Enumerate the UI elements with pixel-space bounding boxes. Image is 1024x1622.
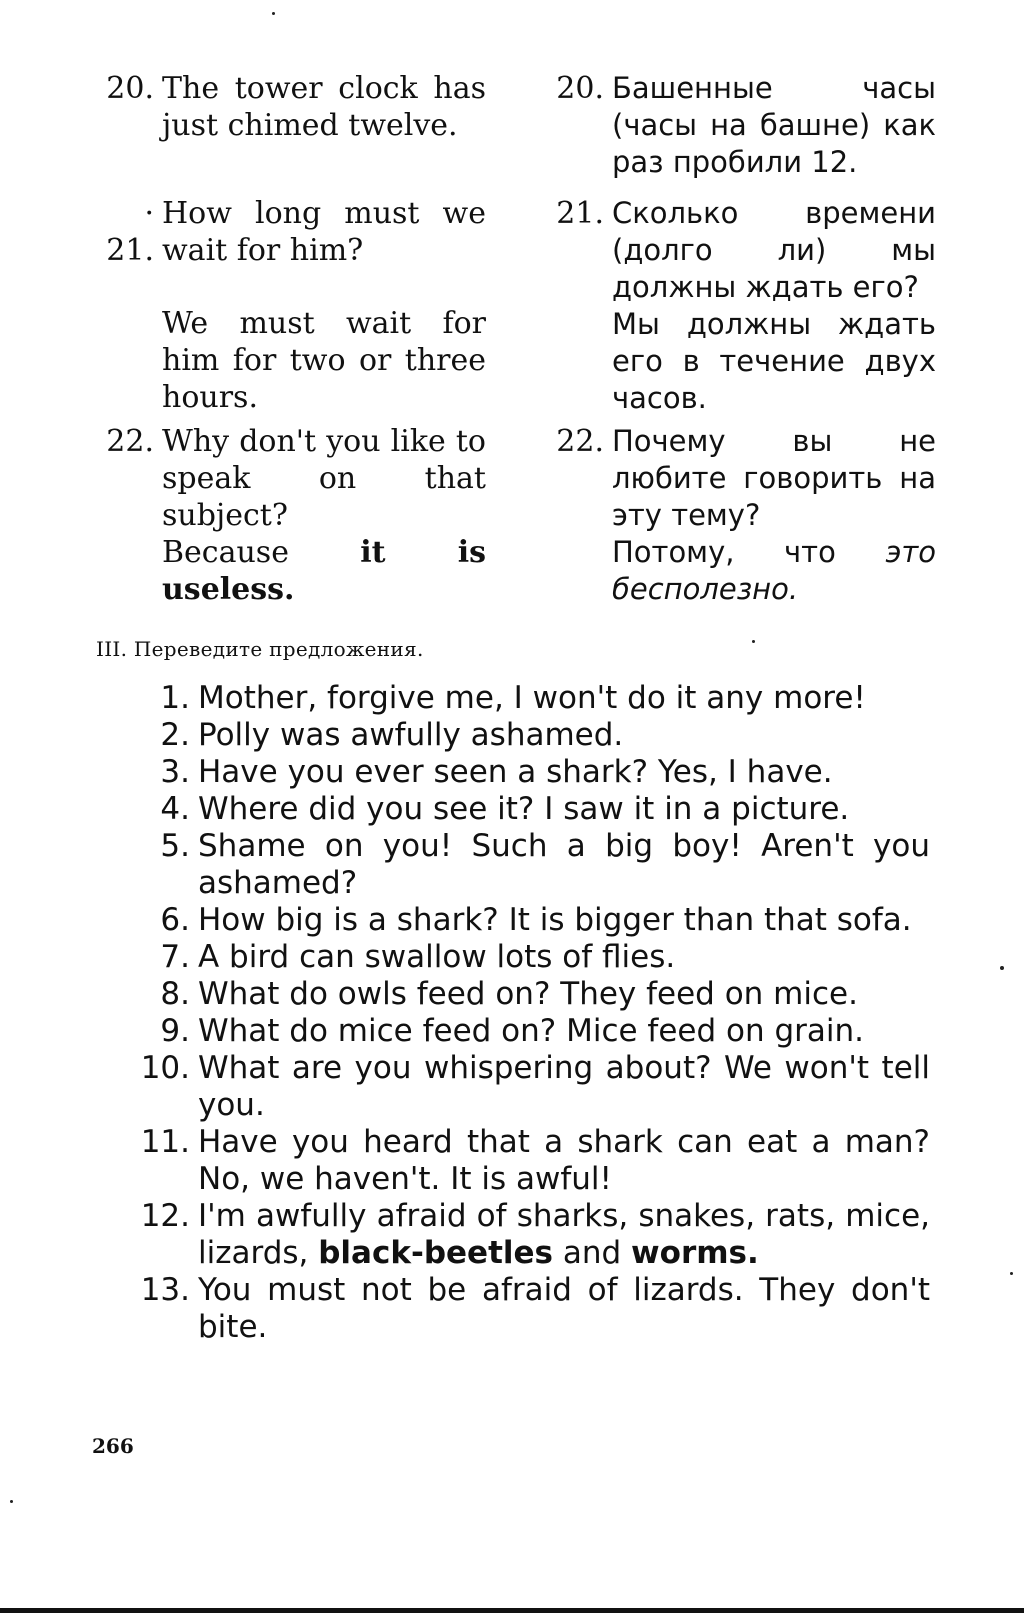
page-number: 266 [92, 1434, 134, 1458]
item-number: 7. [160, 939, 190, 975]
list-item [140, 791, 930, 828]
answer-bold: it is useless. [162, 535, 487, 607]
list-item [140, 717, 930, 754]
item-text [198, 1198, 930, 1272]
item-number: 22. [106, 424, 154, 459]
item-text: Have you heard that a shark can eat a man? No, we haven't. It is awful! [198, 1124, 930, 1197]
item-number: 13. [140, 1272, 190, 1308]
list-item [140, 1272, 930, 1346]
section-heading: III. Переведите предложения. [96, 637, 424, 661]
russian-question: Почему вы не любите говорить на эту тему? [612, 424, 936, 532]
item-number: · 21. [106, 196, 154, 268]
russian-column [546, 423, 936, 608]
text-bold: black-beetles [318, 1235, 553, 1271]
item-text: Where did you see it? I saw it in a picture. [198, 791, 850, 827]
russian-sentence: Башенные часы (часы на башне) как раз пробили 12. [612, 71, 936, 179]
dialogue-pairs [96, 70, 936, 614]
item-number: 22. [556, 424, 604, 459]
english-column [96, 423, 486, 608]
item-number: 5. [160, 828, 190, 864]
list-item [140, 1198, 930, 1272]
item-text: Polly was awfully ashamed. [198, 717, 624, 753]
list-item [140, 1050, 930, 1124]
list-item [140, 902, 930, 939]
item-number: 4. [160, 791, 190, 827]
english-sentence: The tower clock has just chimed twelve. [162, 71, 486, 143]
list-item [140, 1013, 930, 1050]
list-item [140, 754, 930, 791]
list-item [140, 939, 930, 976]
list-item [140, 680, 930, 717]
item-text: Shame on you! Such a big boy! Aren't you ashamed? [198, 828, 930, 901]
dialogue-pair [96, 70, 936, 181]
print-speck [752, 640, 755, 643]
russian-column [546, 195, 936, 417]
item-number: 21. [556, 196, 604, 231]
item-text: A bird can swallow lots of flies. [198, 939, 676, 975]
item-text: You must not be afraid of lizards. They don't bite. [198, 1272, 930, 1345]
item-number: 3. [160, 754, 190, 790]
russian-answer: Мы должны ждать его в течение двух часов. [612, 307, 936, 415]
dialogue-pair [96, 423, 936, 608]
page-bottom-edge [0, 1608, 1024, 1613]
item-number: 1. [160, 680, 190, 716]
item-number: 2. [160, 717, 190, 753]
russian-question: Сколько времени (долго ли) мы должны ждать его? [612, 196, 936, 304]
print-speck [272, 12, 275, 15]
text-plain: and [553, 1235, 632, 1271]
item-number: 8. [160, 976, 190, 1012]
russian-answer [612, 534, 936, 608]
english-column [96, 195, 486, 417]
item-text: How big is a shark? It is bigger than that sofa. [198, 902, 912, 938]
english-question: Why don't you like to speak on that subject? [162, 424, 486, 533]
answer-plain: Потому, что [612, 535, 886, 569]
russian-column [546, 70, 936, 181]
english-answer: We must wait for him for two or three hours. [162, 306, 486, 415]
print-speck [1000, 966, 1004, 970]
list-item [140, 1124, 930, 1198]
answer-italic: это бесполезно. [612, 535, 936, 606]
item-text: Have you ever seen a shark? Yes, I have. [198, 754, 833, 790]
english-question: How long must we wait for him? [162, 196, 486, 268]
item-number: 6. [160, 902, 190, 938]
item-text: What are you whispering about? We won't tell you. [198, 1050, 930, 1123]
text-bold: worms. [631, 1235, 759, 1271]
list-item [140, 828, 930, 902]
list-item [140, 976, 930, 1013]
item-number: 12. [140, 1198, 190, 1234]
english-answer [162, 534, 486, 608]
item-text: What do mice feed on? Mice feed on grain. [198, 1013, 865, 1049]
item-text: Mother, forgive me, I won't do it any more! [198, 680, 866, 716]
dialogue-pair [96, 195, 936, 417]
item-number: 9. [160, 1013, 190, 1049]
print-speck [10, 1500, 13, 1503]
item-number: 20. [556, 71, 604, 106]
answer-plain: Because [162, 535, 361, 570]
english-column [96, 70, 486, 181]
print-speck [1010, 1272, 1013, 1275]
item-number: 11. [140, 1124, 190, 1160]
item-number: 20. [106, 71, 154, 106]
item-text: What do owls feed on? They feed on mice. [198, 976, 858, 1012]
exercise-list [140, 680, 930, 1346]
text-plain: I'm awfully afraid of sharks, snakes, rats, mice, lizards, [198, 1198, 930, 1271]
item-number: 10. [140, 1050, 190, 1086]
